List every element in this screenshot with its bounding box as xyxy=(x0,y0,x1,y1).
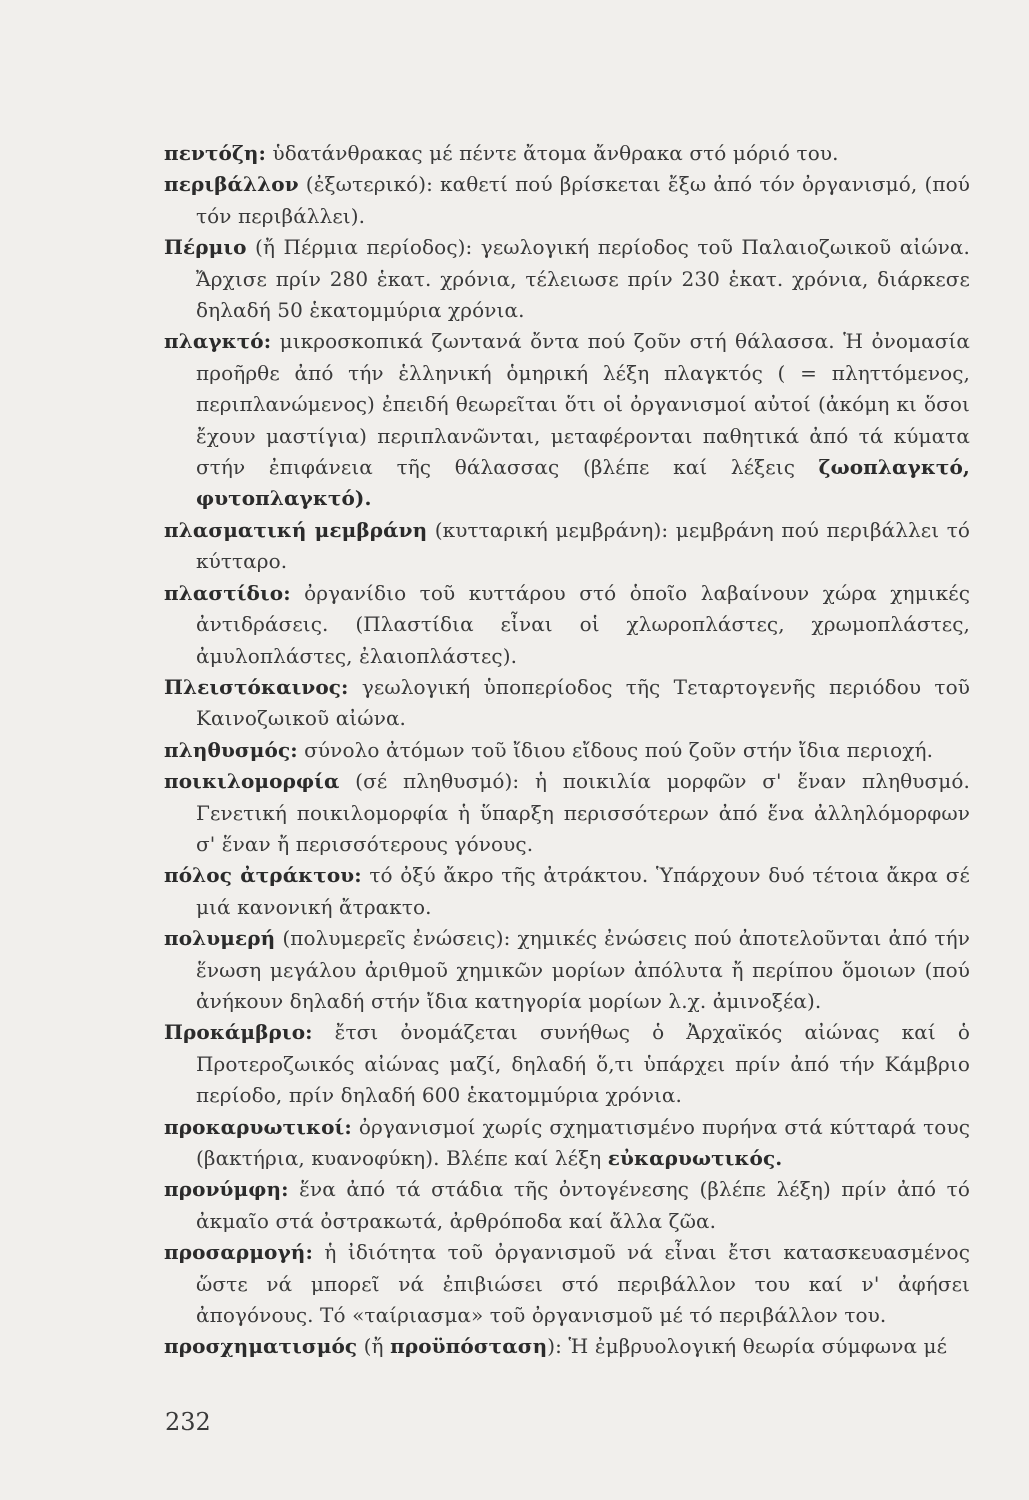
entry-term: πεντόζη: xyxy=(164,141,267,165)
entry-cross-reference: προϋπόσταση xyxy=(390,1334,548,1359)
entry-definition: (πολυμερεῖς ἐνώσεις): χημικές ἐνώσεις πού ἀποτελοῦνται ἀπό τήν ἕνωση μεγάλου ἀριθμοῦ χημικῶν μορίων ἀπόλυτα ἤ περίπου ὅμοιων (πού ἀνήκουν δηλαδή στήν ἴδια κατηγορία μορίων λ.χ. ἀμινοξέα). xyxy=(196,926,970,1013)
entry-term: πλασματική μεμβράνη xyxy=(164,517,428,542)
entry-definition-tail: ): Ἡ ἐμβρυολογική θεωρία σύμφωνα μέ xyxy=(547,1334,948,1359)
entry-definition: (ἐξωτερικό): καθετί πού βρίσκεται ἔξω ἀπό τόν ὀργανισμό, (πού τόν περιβάλλει). xyxy=(196,172,970,228)
glossary-entry-prosarmogi xyxy=(164,1237,970,1331)
entry-term: πλαστίδιο: xyxy=(164,580,291,605)
entry-term: Προκάμβριο: xyxy=(164,1020,313,1045)
glossary-entry-prokamvrio xyxy=(164,1017,970,1111)
glossary-entry-plasmatiki-memvrani xyxy=(164,515,970,578)
entry-definition: ὑδατάνθρακας μέ πέντε ἄτομα ἄνθρακα στό μόριό του. xyxy=(266,141,839,165)
entry-cross-reference: εὐκαρυωτικός. xyxy=(607,1146,783,1170)
glossary-entry-poikilomorfia xyxy=(164,766,970,860)
entry-term: ποικιλομορφία xyxy=(164,769,340,794)
entry-definition: (κυτταρική μεμβράνη): μεμβράνη πού περιβάλλει τό κύτταρο. xyxy=(196,517,970,574)
entry-term: πλαγκτό: xyxy=(164,329,272,354)
glossary-entry-polos-atraktou xyxy=(164,860,970,923)
glossary-entry-prokaryotikoi xyxy=(164,1112,970,1175)
entry-term: προνύμφη: xyxy=(164,1177,289,1202)
entry-definition: μικροσκοπικά ζωντανά ὄντα πού ζοῦν στή θάλασσα. Ἡ ὀνομασία προῆρθε ἀπό τήν ἑλληνική ὁμηρική λέξη πλαγκτός ( = πληττόμενος, περιπλανώμενος) ἐπειδή θεωρεῖται ὅτι οἱ ὀργανισμοί αὐτοί (ἀκόμη κι ὅσοι ἔχουν μαστίγια) περιπλανῶνται, μεταφέρονται παθητικά ἀπό τά κύματα στήν ἐπιφάνεια τῆς θάλασσας (βλέπε καί λέξεις xyxy=(196,329,970,480)
glossary-entry-plagkto xyxy=(164,326,970,514)
glossary-entry-pentozi xyxy=(164,138,970,169)
glossary-entry-plastidio xyxy=(164,578,970,672)
entry-term: Πέρμιο xyxy=(164,235,247,260)
entry-definition: ὀργανίδιο τοῦ κυττάρου στό ὁποῖο λαβαίνουν χώρα χημικές ἀντιδράσεις. (Πλαστίδια εἶναι οἱ χλωροπλάστες, χρωμοπλάστες, ἀμυλοπλάστες, ἐλαιοπλάστες). xyxy=(196,580,970,668)
page-number: 232 xyxy=(165,1408,211,1436)
entry-definition: ἔτσι ὀνομάζεται συνήθως ὁ Ἀρχαϊκός αἰώνας καί ὁ Προτεροζωικός αἰώνας μαζί, δηλαδή ὅ,τι ὑπάρχει πρίν ἀπό τήν Κάμβριο περίοδο, πρίν δηλαδή 600 ἑκατομμύρια χρόνια. xyxy=(196,1020,970,1108)
entry-definition: ἕνα ἀπό τά στάδια τῆς ὀντογένεσης (βλέπε λέξη) πρίν ἀπό τό ἀκμαῖο στά ὀστρακωτά, ἀρθρόποδα καί ἄλλα ζῶα. xyxy=(196,1177,970,1233)
entry-definition: (σέ πληθυσμό): ἡ ποικιλία μορφῶν σ' ἕναν πληθυσμό. Γενετική ποικιλομορφία ἡ ὕπαρξη περισσότερων ἀπό ἕνα ἀλληλόμορφων σ' ἕναν ἤ περισσότερους γόνους. xyxy=(196,769,970,856)
entry-term: προκαρυωτικοί: xyxy=(164,1114,352,1139)
glossary-entry-polymeri xyxy=(164,923,970,1017)
glossary-entry-pleistokainos xyxy=(164,672,970,735)
entry-term: πόλος ἀτράκτου: xyxy=(164,863,362,888)
entry-term: Πλειστόκαινος: xyxy=(164,674,349,699)
entry-definition: (ἤ Πέρμια περίοδος): γεωλογική περίοδος τοῦ Παλαιοζωικοῦ αἰώνα. Ἄρχισε πρίν 280 ἑκατ. χρόνια, τέλειωσε πρίν 230 ἑκατ. χρόνια, διάρκεσε δηλαδή 50 ἑκατομμύρια χρόνια. xyxy=(196,235,970,323)
entry-definition: σύνολο ἀτόμων τοῦ ἴδιου εἴδους πού ζοῦν στήν ἴδια περιοχή. xyxy=(297,737,934,762)
entry-definition: γεωλογική ὑποπερίοδος τῆς Τεταρτογενῆς περιόδου τοῦ Καινοζωικοῦ αἰώνα. xyxy=(196,674,970,731)
entry-definition: ὀργανισμοί χωρίς σχηματισμένο πυρήνα στά κύτταρά τους (βακτήρια, κυανοφύκη). Βλέπε καί λέξη xyxy=(196,1114,970,1170)
entry-term: πολυμερή xyxy=(164,926,276,951)
glossary-entry-perivallon xyxy=(164,169,970,232)
glossary-entry-permio xyxy=(164,232,970,326)
glossary xyxy=(164,138,970,1363)
entry-definition: (ἤ xyxy=(357,1334,391,1359)
entry-definition: ἡ ἰδιότητα τοῦ ὀργανισμοῦ νά εἶναι ἔτσι κατασκευασμένος ὥστε νά μπορεῖ νά ἐπιβιώσει στό περιβάλλον του καί ν' ἀφήσει ἀπογόνους. Τό «ταίριασμα» τοῦ ὀργανισμοῦ μέ τό περιβάλλον του. xyxy=(196,1240,970,1328)
entry-definition: τό ὀξύ ἄκρο τῆς ἀτράκτου. Ὑπάρχουν δυό τέτοια ἄκρα σέ μιά κανονική ἄτρακτο. xyxy=(196,863,970,919)
entry-term: προσαρμογή: xyxy=(164,1240,313,1265)
glossary-entry-pronymfi xyxy=(164,1174,970,1237)
entry-term: προσχηματισμός xyxy=(164,1334,358,1359)
glossary-entry-prosximatismos xyxy=(164,1331,970,1362)
entry-term: περιβάλλον xyxy=(164,172,299,197)
entry-term: πληθυσμός: xyxy=(164,737,298,762)
entry-cross-reference: ζωοπλαγκτό, φυτοπλαγκτό). xyxy=(196,455,970,511)
glossary-entry-plithysmos xyxy=(164,735,970,766)
